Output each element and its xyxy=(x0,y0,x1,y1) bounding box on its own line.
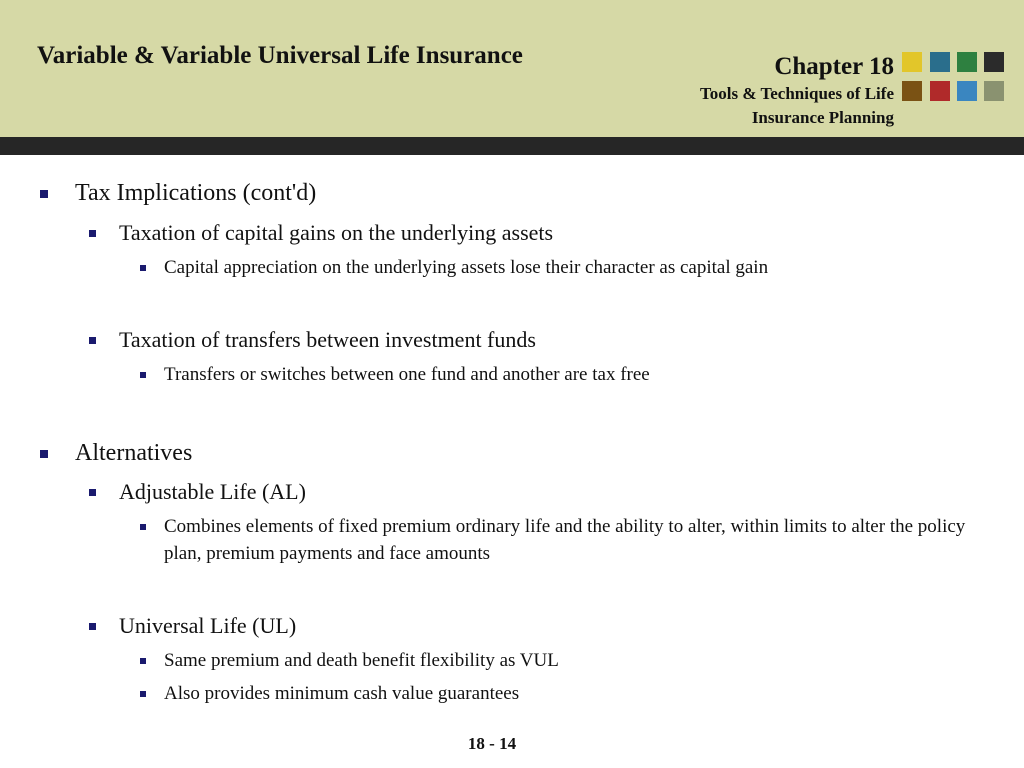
slide-body xyxy=(0,155,1024,725)
bullet-text: Taxation of transfers between investment funds xyxy=(119,327,536,352)
bullet-text: Universal Life (UL) xyxy=(119,613,297,638)
bullet-text: Alternatives xyxy=(75,440,193,466)
bullet-text: Also provides minimum cash value guarantees xyxy=(164,683,520,704)
bullet-text: Taxation of capital gains on the underlying assets xyxy=(119,220,554,245)
chapter-title: Chapter 18 xyxy=(774,53,894,80)
chapter-block xyxy=(700,52,894,130)
page-number: 18 - 14 xyxy=(467,734,517,753)
color-square xyxy=(902,81,922,101)
square-bullet-icon xyxy=(140,691,146,697)
color-square xyxy=(902,52,922,72)
chapter-subtitle-line1: Tools & Techniques of Life xyxy=(700,84,894,103)
square-bullet-icon xyxy=(89,623,96,630)
chapter-subtitle-line2: Insurance Planning xyxy=(751,108,894,127)
bullet-text: Transfers or switches between one fund and another are tax free xyxy=(164,364,650,385)
decorative-color-squares xyxy=(902,52,1012,104)
square-bullet-icon xyxy=(140,658,146,664)
square-bullet-icon xyxy=(140,372,146,378)
square-bullet-icon xyxy=(40,190,48,198)
slide-title: Variable & Variable Universal Life Insurance xyxy=(37,42,523,69)
header-divider-bar xyxy=(0,137,1024,155)
square-bullet-icon xyxy=(89,337,96,344)
slide-header xyxy=(0,0,1024,137)
color-square xyxy=(984,52,1004,72)
color-square xyxy=(930,81,950,101)
square-bullet-icon xyxy=(140,524,146,530)
bullet-text: Combines elements of fixed premium ordinary life and the ability to alter, within limits to alter the policy plan, premium payments and face amounts xyxy=(164,516,966,564)
square-bullet-icon xyxy=(89,489,96,496)
bullet-text: Capital appreciation on the underlying assets lose their character as capital gain xyxy=(164,257,769,278)
color-square xyxy=(957,52,977,72)
bullet-text: Adjustable Life (AL) xyxy=(119,479,306,504)
bullet-text: Tax Implications (cont'd) xyxy=(75,180,317,206)
color-square xyxy=(984,81,1004,101)
color-square xyxy=(957,81,977,101)
square-bullet-icon xyxy=(40,450,48,458)
square-bullet-icon xyxy=(89,230,96,237)
square-bullet-icon xyxy=(140,265,146,271)
color-square xyxy=(930,52,950,72)
bullet-text: Same premium and death benefit flexibility as VUL xyxy=(164,650,559,671)
